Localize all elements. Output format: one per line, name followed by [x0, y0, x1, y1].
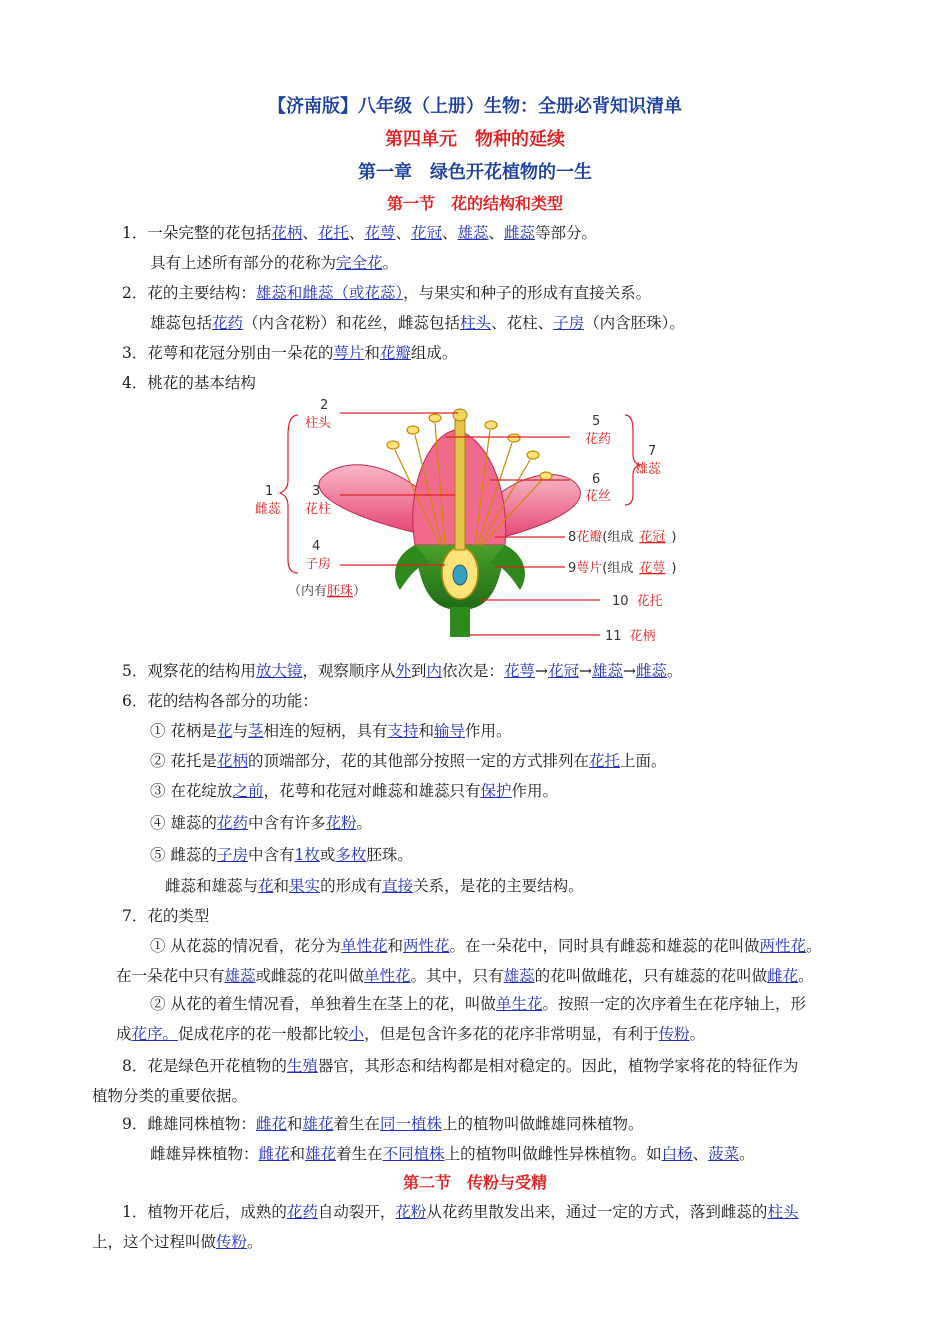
- section-heading-1: 第一节 花的结构和类型: [386, 194, 563, 213]
- answer-link[interactable]: 完全花: [336, 254, 383, 272]
- line-text: 雌雄异株植物：: [150, 1145, 259, 1163]
- line-text: 。: [356, 814, 372, 832]
- line-text: 。: [247, 1233, 263, 1251]
- label-peduncle: 11 花柄: [605, 629, 656, 644]
- label-6-num: 6: [592, 472, 601, 487]
- answer-link[interactable]: 1枚: [294, 846, 320, 864]
- answer-link[interactable]: 单性花: [340, 937, 388, 955]
- line-text: 。: [689, 1025, 706, 1043]
- answer-link[interactable]: 雄花: [302, 1115, 334, 1133]
- unit-heading: 第四单元 物种的延续: [385, 129, 565, 150]
- text-line: [122, 905, 209, 927]
- answer-link[interactable]: 输导: [434, 722, 466, 740]
- label-pistil: 雌蕊: [255, 502, 282, 517]
- line-text: ⑤ 雌蕊的: [150, 846, 217, 864]
- line-text: 和: [418, 722, 435, 740]
- line-text: 等部分。: [535, 224, 598, 242]
- line-text: 和: [286, 1115, 303, 1133]
- line-text: 在一朵花中只有: [116, 967, 225, 985]
- text-line: [165, 875, 584, 897]
- line-text: 6．花的结构各部分的功能：: [122, 692, 318, 710]
- line-text: 组成。: [410, 344, 458, 362]
- answer-link[interactable]: 外: [395, 662, 411, 680]
- answer-link[interactable]: 之前: [232, 782, 264, 800]
- text-line: [116, 965, 814, 987]
- line-text: →: [579, 662, 592, 680]
- answer-link[interactable]: 花粉: [325, 814, 357, 832]
- line-text: ③ 在花绽放: [150, 782, 233, 800]
- text-line: [122, 1201, 798, 1223]
- ovule: [453, 565, 467, 585]
- line-text: 、: [302, 224, 318, 242]
- answer-link[interactable]: 花药: [212, 314, 244, 332]
- line-text: ② 从花的着生情况看，单独着生在茎上的花，叫做: [150, 995, 496, 1013]
- peach-flower-diagram: [250, 395, 700, 650]
- line-text: 和: [364, 344, 380, 362]
- line-text: 促成花序的花一般都比较: [178, 1025, 349, 1043]
- text-line: [150, 312, 685, 334]
- line-text: ① 花柄是: [150, 722, 217, 740]
- answer-link[interactable]: 多枚: [335, 846, 367, 864]
- text-line: [150, 252, 398, 274]
- answer-link[interactable]: 花柄: [216, 752, 248, 770]
- answer-link[interactable]: 雌花: [767, 967, 799, 985]
- line-text: 。: [798, 967, 814, 985]
- line-text: 。按照一定的次序着生在花序轴上，形: [542, 995, 806, 1013]
- answer-link[interactable]: 花: [258, 877, 274, 895]
- label-ovary: 子房: [305, 557, 332, 572]
- line-text: 3．花萼和花冠分别由一朵花的: [122, 344, 334, 362]
- answer-link[interactable]: 茎: [247, 722, 264, 740]
- text-line: [150, 750, 667, 772]
- answer-link[interactable]: 花柄: [271, 224, 303, 242]
- answer-link[interactable]: 传粉: [216, 1233, 248, 1251]
- line-text: 上面。: [619, 752, 667, 770]
- line-text: 和: [289, 1145, 306, 1163]
- line-text: 到: [410, 662, 427, 680]
- answer-link[interactable]: 雄蕊: [592, 662, 624, 680]
- line-text: 1．一朵完整的花包括: [122, 224, 272, 242]
- line-text: 着生在: [333, 1115, 380, 1133]
- line-text: ② 花托是: [150, 752, 217, 770]
- stalk: [450, 607, 470, 637]
- line-text: 中含有许多: [247, 814, 326, 832]
- answer-link[interactable]: 柱头: [460, 314, 492, 332]
- answer-link[interactable]: 果实: [289, 877, 321, 895]
- line-text: ④ 雄蕊的: [150, 814, 217, 832]
- line-text: 器官，其形态和结构都是相对稳定的。因此，植物学家将花的特征作为: [317, 1057, 799, 1075]
- answer-link[interactable]: 花序。: [131, 1025, 179, 1043]
- line-text: 7．花的类型: [122, 907, 210, 925]
- answer-link[interactable]: 花萼: [503, 662, 535, 680]
- label-stamen: 雄蕊: [635, 462, 662, 477]
- answer-link[interactable]: 花冠: [547, 662, 579, 680]
- line-text: 作用。: [465, 722, 512, 740]
- answer-link[interactable]: 雄蕊: [224, 967, 256, 985]
- answer-link[interactable]: 内: [426, 662, 442, 680]
- line-text: 。: [382, 254, 399, 272]
- answer-link[interactable]: 直接: [382, 877, 414, 895]
- answer-link[interactable]: 单性花: [364, 967, 411, 985]
- line-text: 或雌蕊的花叫做: [255, 967, 365, 985]
- label-style: 花柱: [305, 502, 332, 517]
- line-text: 与: [232, 722, 248, 740]
- answer-link[interactable]: 雄蕊和雌蕊（或花蕊）: [255, 284, 404, 302]
- answer-link[interactable]: 子房: [216, 846, 248, 864]
- line-text: ① 从花蕊的情况看，花分为: [150, 937, 341, 955]
- line-text: 、: [692, 1145, 709, 1163]
- answer-link[interactable]: 花药: [286, 1203, 318, 1221]
- line-text: 雌蕊和雄蕊与: [165, 877, 259, 895]
- line-text: 或: [319, 846, 336, 864]
- answer-link[interactable]: 生殖: [286, 1057, 318, 1075]
- line-text: 胚珠。: [366, 846, 413, 864]
- label-petal: 8花瓣(组成 花冠 ): [568, 530, 677, 545]
- answer-link[interactable]: 雄蕊: [503, 967, 535, 985]
- line-text: 1．植物开花后，成熟的: [122, 1203, 287, 1221]
- text-line: [122, 1055, 798, 1077]
- answer-link[interactable]: 单生花: [495, 995, 543, 1013]
- answer-link[interactable]: 菠菜: [708, 1145, 740, 1163]
- line-text: 。: [667, 662, 683, 680]
- answer-link[interactable]: 放大镜: [255, 662, 303, 680]
- label-1-num: 1: [265, 484, 274, 499]
- text-line: [92, 1231, 263, 1253]
- chapter-heading: 第一章 绿色开花植物的一生: [358, 162, 592, 183]
- line-text: 9．雌雄同株植物：: [122, 1115, 256, 1133]
- text-line: [122, 690, 318, 712]
- line-text: （内含花粉）和花丝，雌蕊包括: [243, 314, 461, 332]
- line-text: 依次是：: [441, 662, 504, 680]
- label-2-num: 2: [320, 398, 329, 413]
- line-text: 、: [441, 224, 458, 242]
- text-line: [122, 372, 256, 394]
- style: [455, 420, 465, 550]
- line-text: 、: [348, 224, 365, 242]
- stigma: [453, 409, 467, 421]
- line-text: （内含胚珠）。: [584, 314, 685, 332]
- text-line: [122, 660, 683, 682]
- line-text: 。: [806, 937, 822, 955]
- doc-title: 【济南版】八年级（上册）生物：全册必背知识清单: [268, 96, 682, 117]
- line-text: 中含有: [247, 846, 295, 864]
- line-text: 上的植物叫做雌雄同株植物。: [441, 1115, 644, 1133]
- answer-link[interactable]: 同一植株: [379, 1115, 442, 1133]
- label-sepal: 9萼片(组成 花萼 ): [568, 561, 677, 576]
- answer-link[interactable]: 花粉: [395, 1203, 427, 1221]
- answer-link[interactable]: 花瓣: [379, 344, 411, 362]
- line-text: 、花柱、: [491, 314, 554, 332]
- answer-link[interactable]: 白杨: [661, 1145, 693, 1163]
- answer-link[interactable]: 雌蕊: [636, 662, 668, 680]
- line-text: 作用。: [511, 782, 558, 800]
- line-text: 雄蕊包括: [150, 314, 213, 332]
- text-line: [92, 1085, 247, 1107]
- line-text: 着生在: [336, 1145, 383, 1163]
- section-heading-2: 第二节 传粉与受精: [402, 1173, 547, 1192]
- answer-link[interactable]: 花萼: [364, 224, 396, 242]
- line-text: 自动裂开，: [317, 1203, 396, 1221]
- answer-link[interactable]: 支持: [387, 722, 419, 740]
- line-text: 上的植物叫做雌性异株植物。如: [444, 1145, 662, 1163]
- line-text: ，但是包含许多花的花序非常明显，有利于: [364, 1025, 659, 1043]
- label-filament: 花丝: [585, 489, 612, 504]
- answer-link[interactable]: 雌花: [255, 1115, 287, 1133]
- line-text: 相连的短柄，具有: [263, 722, 388, 740]
- label-receptacle: 10 花托: [612, 594, 663, 609]
- answer-link[interactable]: 花托: [588, 752, 620, 770]
- line-text: →: [623, 662, 637, 680]
- text-line: [150, 935, 822, 957]
- line-text: 。: [739, 1145, 755, 1163]
- answer-link[interactable]: 保护: [480, 782, 512, 800]
- line-text: 和: [387, 937, 403, 955]
- line-text: ，观察顺序从: [302, 662, 396, 680]
- answer-link[interactable]: 花药: [216, 814, 248, 832]
- text-line: [150, 1143, 755, 1165]
- line-text: 的顶端部分，花的其他部分按照一定的方式排列在: [247, 752, 589, 770]
- answer-link[interactable]: 子房: [553, 314, 585, 332]
- label-anther: 花药: [585, 432, 612, 447]
- text-line: [116, 1023, 705, 1045]
- line-text: 4．桃花的基本结构: [122, 374, 256, 392]
- line-text: 上，这个过程叫做: [92, 1233, 217, 1251]
- ovule-note: （内有胚珠）: [288, 584, 367, 599]
- answer-link[interactable]: 两性花: [759, 937, 807, 955]
- line-text: 从花药里散发出来，通过一定的方式，落到雌蕊的: [426, 1203, 768, 1221]
- label-3-num: 3: [312, 484, 321, 499]
- line-text: 。其中，只有: [410, 967, 504, 985]
- answer-link[interactable]: 花冠: [410, 224, 442, 242]
- text-line: [122, 222, 597, 244]
- line-text: ，花萼和花冠对雌蕊和雄蕊只有: [263, 782, 481, 800]
- line-text: 、: [395, 224, 411, 242]
- line-text: 具有上述所有部分的花称为: [150, 254, 337, 272]
- text-line: [122, 342, 457, 364]
- line-text: 的形成有: [320, 877, 383, 895]
- answer-link[interactable]: 萼片: [333, 344, 365, 362]
- label-stigma: 柱头: [305, 416, 332, 431]
- answer-link[interactable]: 两性花: [402, 937, 450, 955]
- line-text: 5．观察花的结构用: [122, 662, 256, 680]
- text-line: [122, 1113, 643, 1135]
- answer-link[interactable]: 雄蕊: [457, 224, 489, 242]
- text-line: [150, 780, 558, 802]
- line-text: 8．花是绿色开花植物的: [122, 1057, 287, 1075]
- line-text: 的花叫做雌花，只有雄蕊的花叫做: [534, 967, 768, 985]
- text-line: [150, 844, 413, 866]
- line-text: 。在一朵花中，同时具有雌蕊和雄蕊的花叫做: [449, 937, 760, 955]
- answer-link[interactable]: 不同植株: [382, 1145, 445, 1163]
- line-text: 植物分类的重要依据。: [92, 1087, 248, 1105]
- answer-link[interactable]: 小: [348, 1025, 365, 1043]
- line-text: 关系，是花的主要结构。: [413, 877, 584, 895]
- answer-link[interactable]: 雌花: [258, 1145, 290, 1163]
- line-text: 、: [488, 224, 505, 242]
- line-text: →: [534, 662, 548, 680]
- answer-link[interactable]: 花: [216, 722, 233, 740]
- line-text: 2．花的主要结构：: [122, 284, 256, 302]
- text-line: [150, 993, 806, 1015]
- answer-link[interactable]: 雄花: [305, 1145, 337, 1163]
- line-text: 和: [273, 877, 290, 895]
- line-text: ，与果实和种子的形成有直接关系。: [403, 284, 652, 302]
- text-line: [150, 812, 372, 834]
- label-7-num: 7: [648, 444, 657, 459]
- label-5-num: 5: [592, 414, 601, 429]
- text-line: [122, 282, 651, 304]
- answer-link[interactable]: 雌蕊: [504, 224, 536, 242]
- answer-link[interactable]: 花托: [317, 224, 349, 242]
- line-text: 成: [116, 1025, 132, 1043]
- answer-link[interactable]: 柱头: [767, 1203, 799, 1221]
- answer-link[interactable]: 传粉: [658, 1025, 690, 1043]
- label-4-num: 4: [312, 539, 321, 554]
- text-line: [150, 720, 512, 742]
